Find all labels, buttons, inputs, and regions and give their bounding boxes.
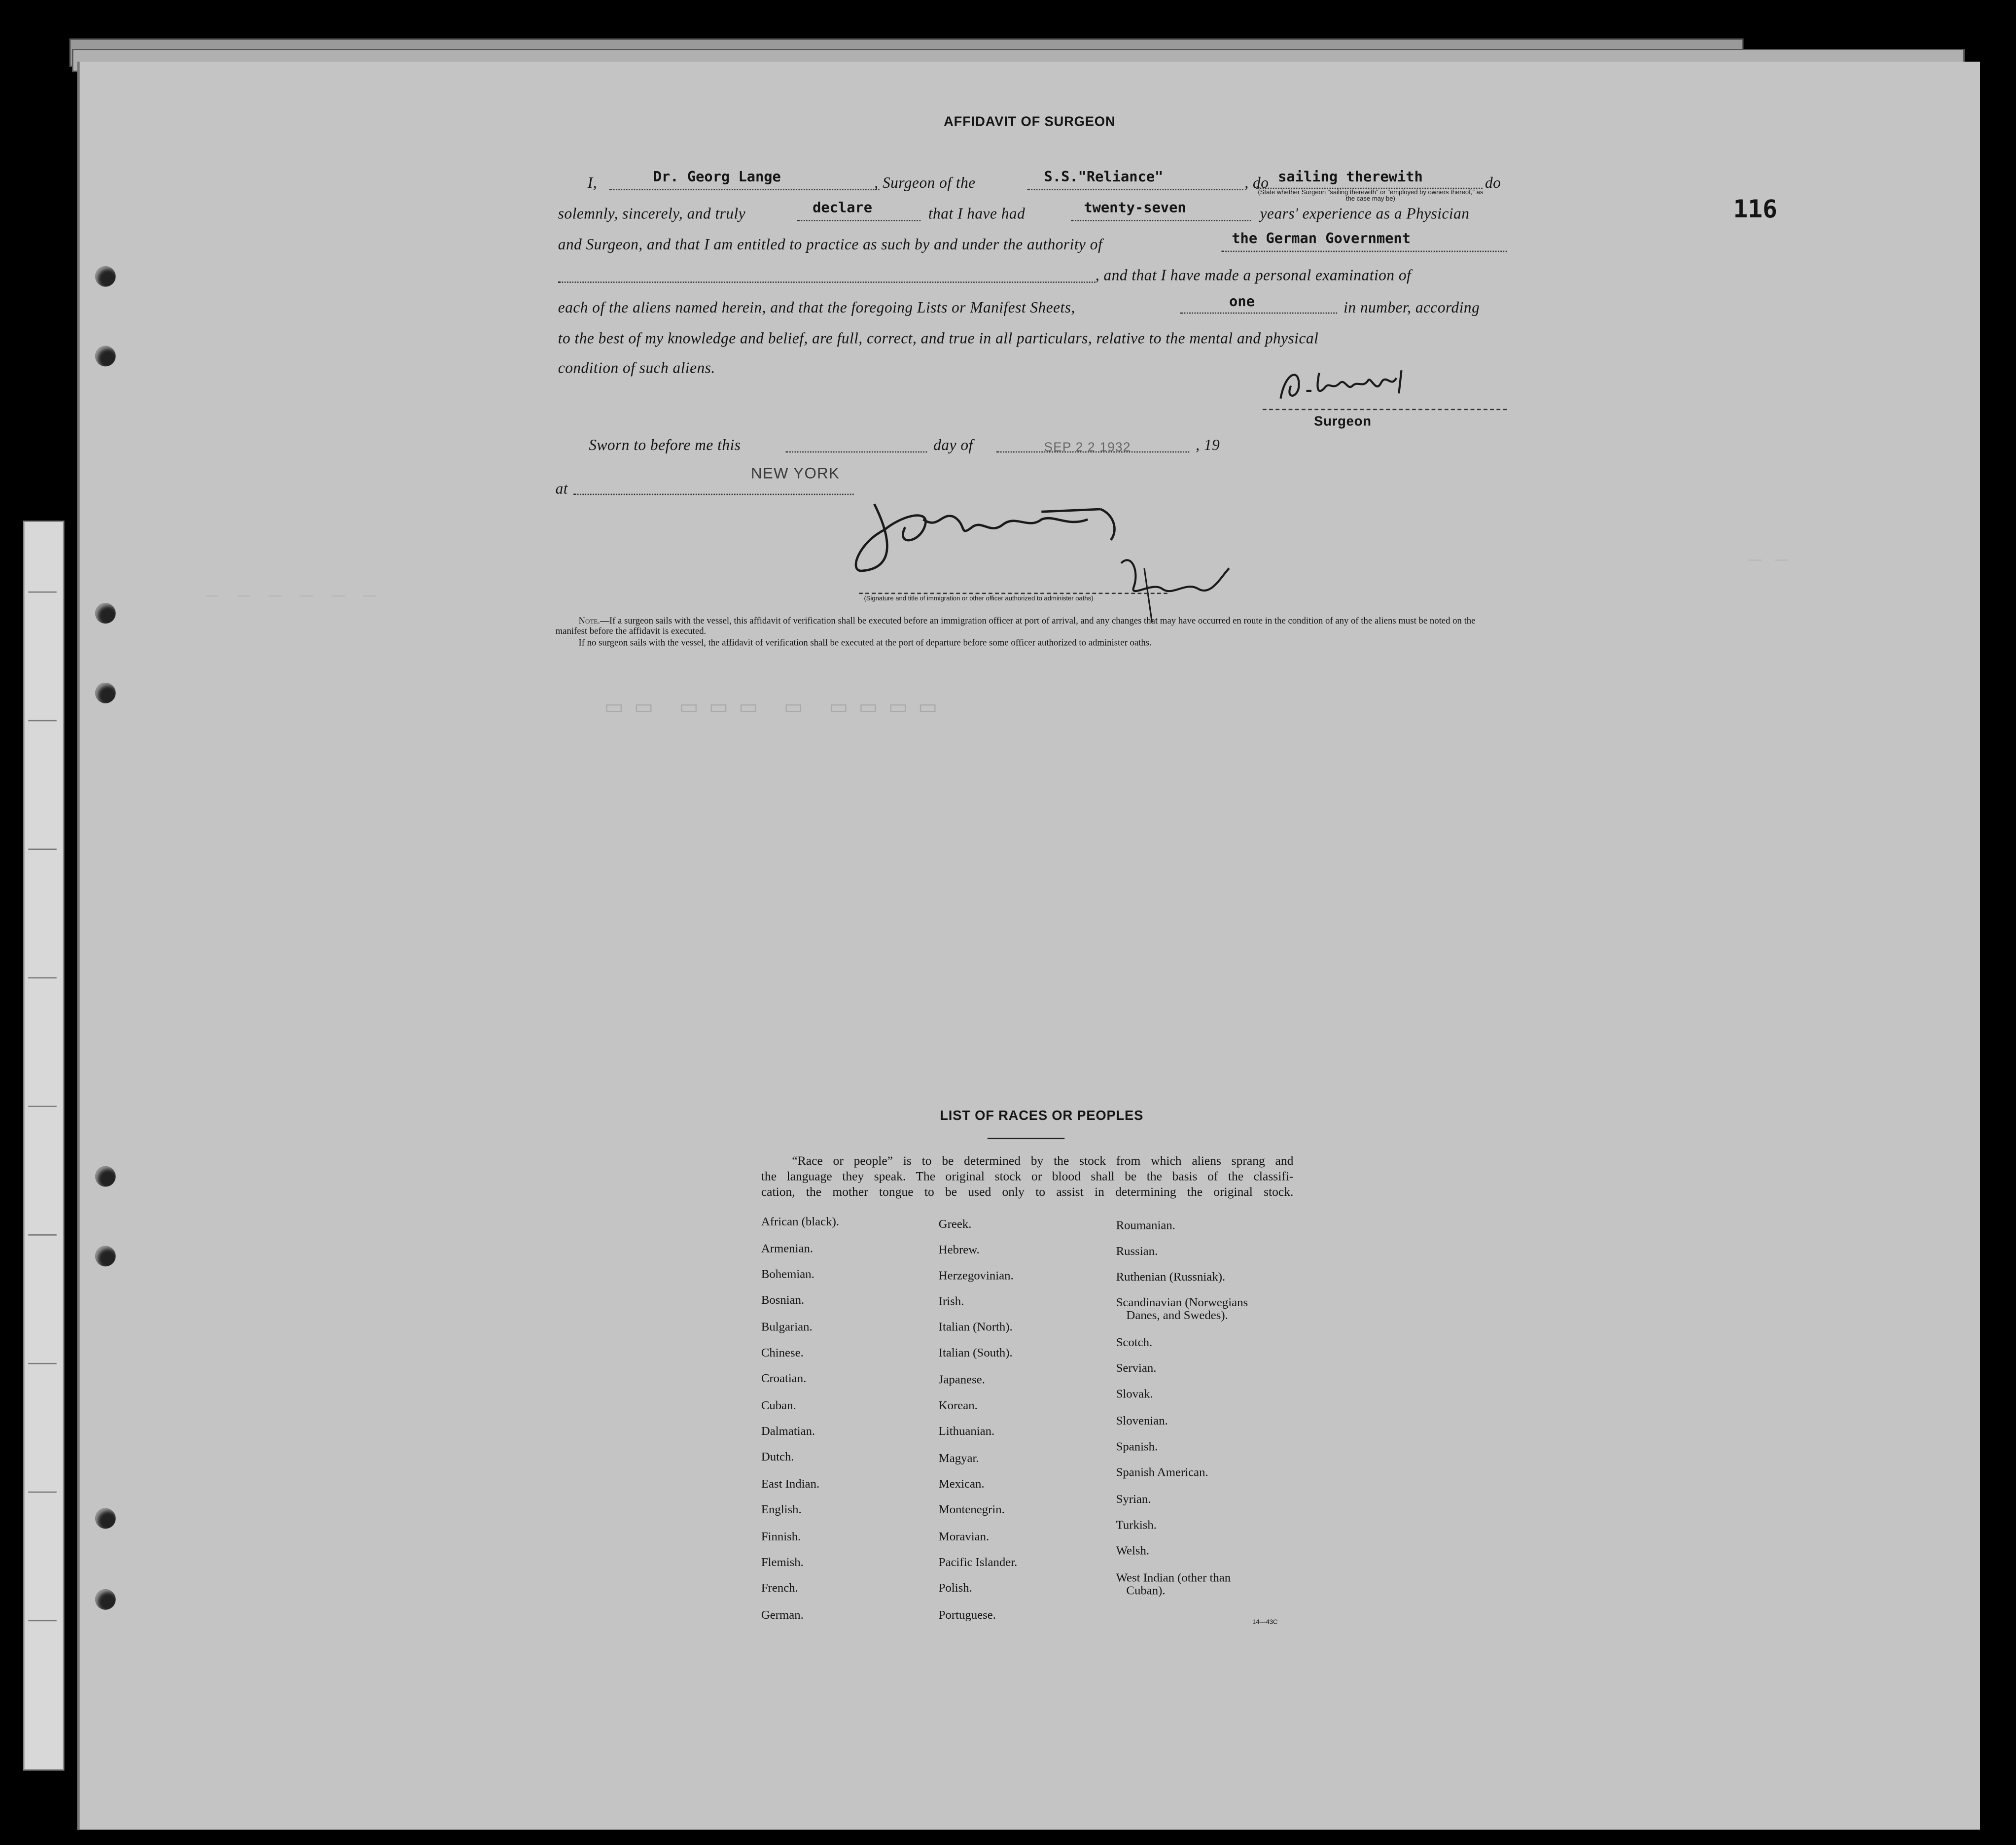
race-item: East Indian. (761, 1478, 820, 1492)
binder-hole (95, 1246, 116, 1267)
race-item: Bulgarian. (761, 1322, 813, 1335)
sailing-status: sailing therewith (1278, 168, 1423, 185)
surgeon-label: Surgeon (1314, 414, 1372, 430)
race-item: Pacific Islander. (938, 1557, 1018, 1570)
race-item: Moravian. (938, 1531, 990, 1544)
authority: the German Government (1232, 230, 1411, 247)
race-item: Cuban). (1126, 1585, 1166, 1599)
race-item: Croatian. (761, 1373, 807, 1386)
race-item: Polish. (938, 1582, 972, 1596)
text-entitled: and Surgeon, and that I am entitled to practice as such by and under the authority of (558, 235, 1103, 253)
manifest-page (77, 62, 1980, 1830)
binder-hole (95, 1166, 116, 1187)
surgeon-signature (1273, 360, 1427, 411)
text-condition: condition of such aliens. (558, 358, 715, 377)
text-best-knowledge: to the best of my knowledge and belief, are full, correct, and true in all particulars, relative to the mental and physical (558, 329, 1319, 348)
text-sworn: Sworn to before me this (589, 436, 741, 454)
races-title: LIST OF RACES OR PEOPLES (940, 1108, 1144, 1124)
text-years: years' experience as a Physician (1260, 204, 1470, 223)
race-item: Slovak. (1116, 1389, 1153, 1402)
race-item: Greek. (938, 1218, 972, 1232)
text-19: , 19 (1196, 436, 1220, 454)
text-in-number: in number, according (1344, 298, 1480, 316)
race-item: Bosnian. (761, 1294, 805, 1308)
race-item: Turkish. (1116, 1520, 1157, 1533)
race-item: Slovenian. (1116, 1415, 1168, 1428)
date-stamp: SEP 2 2 1932 (1044, 441, 1131, 455)
race-item: Armenian. (761, 1243, 813, 1256)
race-item: Korean. (938, 1400, 978, 1413)
officer-signature (849, 491, 1234, 625)
race-item: Chinese. (761, 1347, 804, 1360)
note-1: Note.—If a surgeon sails with the vessel, this affidavit of verification shall be executed before an immigration officer at port of arrival, and any changes that may have occurred en route in the condition of any of the aliens must be noted on the manifest before the affidavit is executed. (555, 616, 1476, 637)
index-tab (23, 521, 64, 1770)
races-intro: “Race or people” is to be determined by the stock from which aliens sprang and the language they speak. The original stock or blood shall be the basis of the classifi- cation, the mother tongue to be used only to assist in determining the original stock. (761, 1154, 1294, 1200)
race-item: African (black). (761, 1216, 840, 1229)
text-surgeon-of: , Surgeon of the (874, 174, 976, 192)
race-item: Ruthenian (Russniak). (1116, 1271, 1226, 1285)
race-item: Finnish. (761, 1531, 801, 1544)
scanned-page: 116 AFFIDAVIT OF SURGEON I, Dr. Georg Lange , Surgeon of the S.S."Reliance" , do sailing therewith do (State whether Surgeon "sailing therewith" or "employed by owners thereof," as the case may be) solemnly, sincerely, and truly declare that I have had twenty-seven years' experience as a Physician and Surgeon, and that I am entitled to practice as such by and under the authority of the German Government , and that I have made a personal examination of each of the aliens named herein, and that the foregoing Lists or Manifest Sheets, one in number, according to the best of my knowledge and belief, are full, correct, and true in all particulars, relative to the mental and physical condition of such aliens. Surgeon Sworn to before me this day of SEP 2 2 1932 , 19 at NEW YORK (Signature and title of immigration or other officer authorized to administer oaths) Note.—If a surgeon sails with the vessel, this affidavit of verification shall be executed before an immigration officer at port of arrival, and any changes that may have occurred en route in the condition of any of the aliens must be noted on the manifest before the affidavit is executed. If no surgeon sails with the vessel, the affidavit of verification shall be executed at the port of departure before some officer authorized to administer oaths. ▭▭ ▭▭▭ ▭ ▭▭▭▭ — — — — — — — — LIST OF RACES OR PEOPLES “Race or people” is to be determined by the stock from which aliens sprang and the language they speak. The original stock or blood shall be the basis of the classifi- cation, the mother tongue to be used only to assist in determining the original stock. African (black). Armenian. Bohemian. Bosnian. Bulgarian. Chinese. Croatian. Cuban. Dalmatian. Dutch. East Indian. English. Finnish. Flemish. French. German. Greek. Hebrew. Herzegovinian. Irish. Italian (North). Italian (South). Japanese. Korean. Lithuanian. Magyar. Mexican. Montenegrin. Moravian. Pacific Islander. Polish. Portuguese. Roumanian. Russian. Ruthenian (Russniak). Scandinavian (Norwegians Danes, and Swedes). Scotch. Servian. Slovak. Slovenian. Spanish. Spanish American. Syrian. Turkish. Welsh. West Indian (other than Cuban). 14—43C (0, 0, 2016, 1845)
race-item: Flemish. (761, 1557, 804, 1570)
note-2: If no surgeon sails with the vessel, the affidavit of verification shall be executed at the port of departure before some officer authorized to administer oaths. (578, 637, 1152, 648)
text-i: I, (587, 174, 598, 192)
race-item: Bohemian. (761, 1269, 814, 1282)
race-item: Magyar. (938, 1453, 979, 1466)
vessel-name: S.S."Reliance" (1044, 168, 1164, 185)
race-item: Irish. (938, 1296, 964, 1309)
race-item: Roumanian. (1116, 1220, 1176, 1233)
text-each-alien: each of the aliens named herein, and that the foregoing Lists or Manifest Sheets, (558, 298, 1075, 316)
binder-hole (95, 1508, 116, 1529)
binder-hole (95, 603, 116, 624)
text-day-of: day of (933, 436, 973, 454)
place-stamp: NEW YORK (750, 464, 840, 483)
race-item: Japanese. (938, 1374, 985, 1388)
binder-hole (95, 266, 116, 287)
race-item: Welsh. (1116, 1545, 1150, 1559)
text-examination: , and that I have made a personal examination of (1095, 266, 1412, 284)
binder-hole (95, 683, 116, 703)
race-item: Spanish American. (1116, 1467, 1208, 1480)
race-item: Lithuanian. (938, 1426, 995, 1439)
officer-caption: (Signature and title of immigration or other officer authorized to administer oaths) (864, 595, 1094, 603)
race-item: Italian (North). (938, 1322, 1013, 1335)
race-item: Hebrew. (938, 1244, 980, 1258)
race-item: Scotch. (1116, 1337, 1153, 1350)
text-i-have-had: that I have had (928, 204, 1026, 223)
status-note: (State whether Surgeon "sailing therewith" or "employed by owners thereof," as the case may be) (1258, 189, 1484, 204)
sheet-count: one (1229, 293, 1255, 310)
race-item: Syrian. (1116, 1494, 1151, 1507)
text-solemnly: solemnly, sincerely, and truly (558, 204, 746, 223)
race-item: German. (761, 1609, 804, 1623)
race-item: Mexican. (938, 1478, 985, 1492)
race-item: Servian. (1116, 1362, 1157, 1376)
years-experience: twenty-seven (1084, 199, 1186, 216)
binder-hole (95, 346, 116, 367)
declaration-word: declare (813, 199, 873, 216)
race-item: Scandinavian (Norwegians (1116, 1297, 1248, 1310)
race-item: Dutch. (761, 1451, 794, 1464)
form-code: 14—43C (1252, 1618, 1278, 1627)
race-item: English. (761, 1504, 802, 1517)
race-item: French. (761, 1582, 798, 1596)
title-rule (988, 1138, 1064, 1139)
race-item: West Indian (other than (1116, 1572, 1231, 1586)
race-item: Montenegrin. (938, 1504, 1005, 1517)
race-item: Italian (South). (938, 1347, 1013, 1360)
text-comma: , do (1244, 174, 1269, 192)
race-item: Dalmatian. (761, 1426, 815, 1439)
race-item: Portuguese. (938, 1609, 996, 1623)
page-number: 116 (1733, 195, 1777, 224)
binder-hole (95, 1589, 116, 1610)
affidavit-title: AFFIDAVIT OF SURGEON (944, 114, 1116, 130)
race-item: Spanish. (1116, 1441, 1158, 1455)
race-item: Herzegovinian. (938, 1270, 1014, 1284)
surgeon-name: Dr. Georg Lange (653, 168, 781, 185)
race-item: Cuban. (761, 1400, 796, 1413)
text-at: at (555, 479, 568, 498)
race-item: Russian. (1116, 1246, 1158, 1259)
race-item: Danes, and Swedes). (1126, 1310, 1228, 1323)
